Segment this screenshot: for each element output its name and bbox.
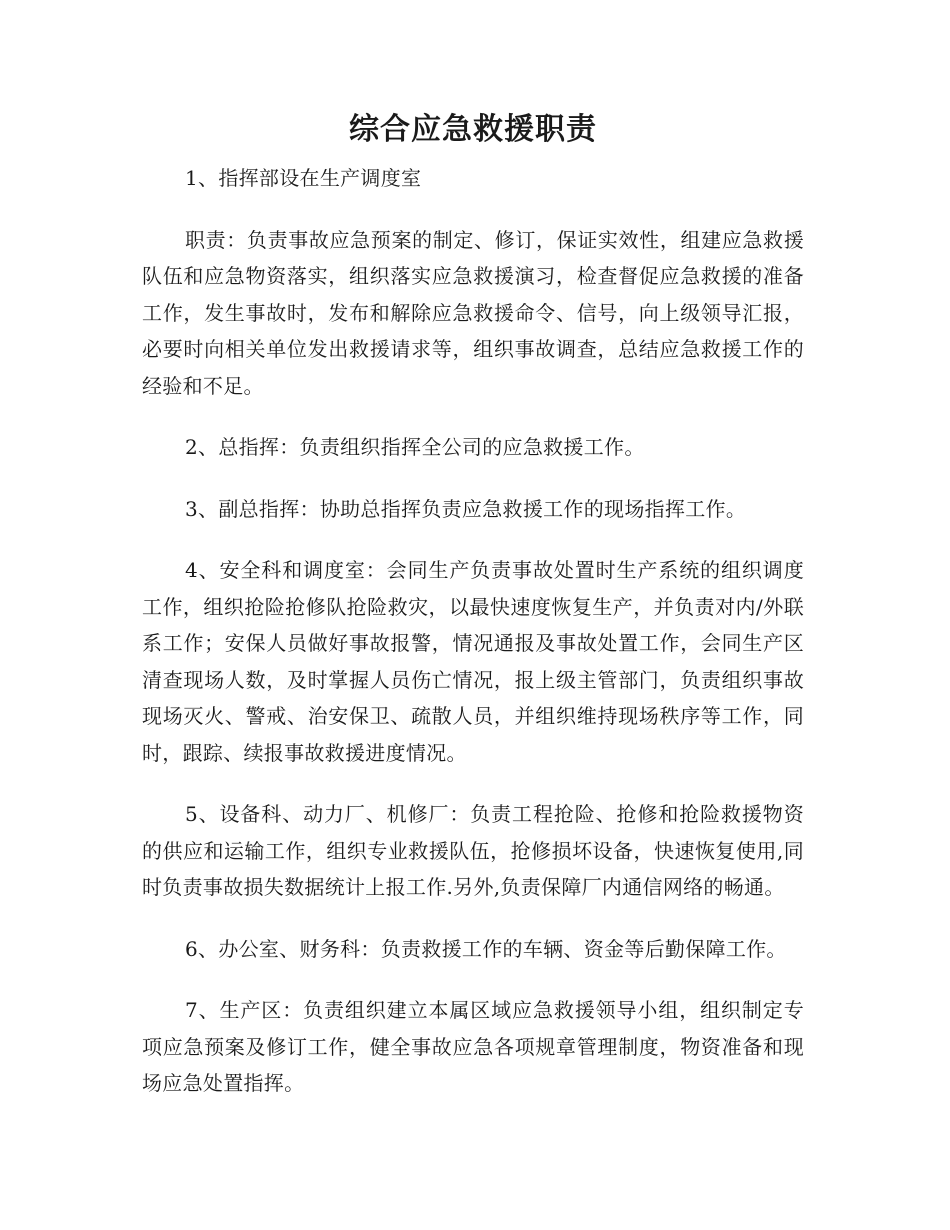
paragraph-office-finance: 6、办公室、财务科：负责救援工作的车辆、资金等后勤保障工作。 xyxy=(185,936,787,961)
paragraph-duties: 职责：负责事故应急预案的制定、修订，保证实效性，组建应急救援队伍和应急物资落实，组织落实应急救援演习，检查督促应急救援的准备工作，发生事故时，发布和解除应急救援命令、信号，向上级领导汇报，必要时向相关单位发出救援请求等，组织事故调查，总结应急救援工作的经验和不足。 xyxy=(142,227,804,398)
paragraph-command-post: 1、指挥部设在生产调度室 xyxy=(185,166,422,190)
paragraph-commander: 2、总指挥：负责组织指挥全公司的应急救援工作。 xyxy=(185,435,645,459)
paragraph-safety-dispatch: 4、安全科和调度室：会同生产负责事故处置时生产系统的组织调度工作，组织抢险抢修队抢险救灾，以最快速度恢复生产，并负责对内/外联系工作；安保人员做好事故报警，情况通报及事故处置工作，会同生产区清查现场人数，及时掌握人员伤亡情况，报上级主管部门，负责组织事故现场灭火、警戒、治安保卫、疏散人员，并组织维持现场秩序等工作，同时，跟踪、续报事故救援进度情况。 xyxy=(142,558,804,765)
document-title: 综合应急救援职责 xyxy=(349,112,597,147)
paragraph-deputy-commander: 3、副总指挥：协助总指挥负责应急救援工作的现场指挥工作。 xyxy=(185,496,747,521)
paragraph-production-area: 7、生产区：负责组织建立本属区域应急救援领导小组，组织制定专项应急预案及修订工作，健全事故应急各项规章管理制度，物资准备和现场应急处置指挥。 xyxy=(142,998,804,1095)
paragraph-equipment-power-repair: 5、设备科、动力厂、机修厂：负责工程抢险、抢修和抢险救援物资的供应和运输工作，组织专业救援队伍，抢修损坏设备，快速恢复使用,同时负责事故损失数据统计上报工作.另外,负责保障厂内通信网络的畅通。 xyxy=(142,802,804,899)
